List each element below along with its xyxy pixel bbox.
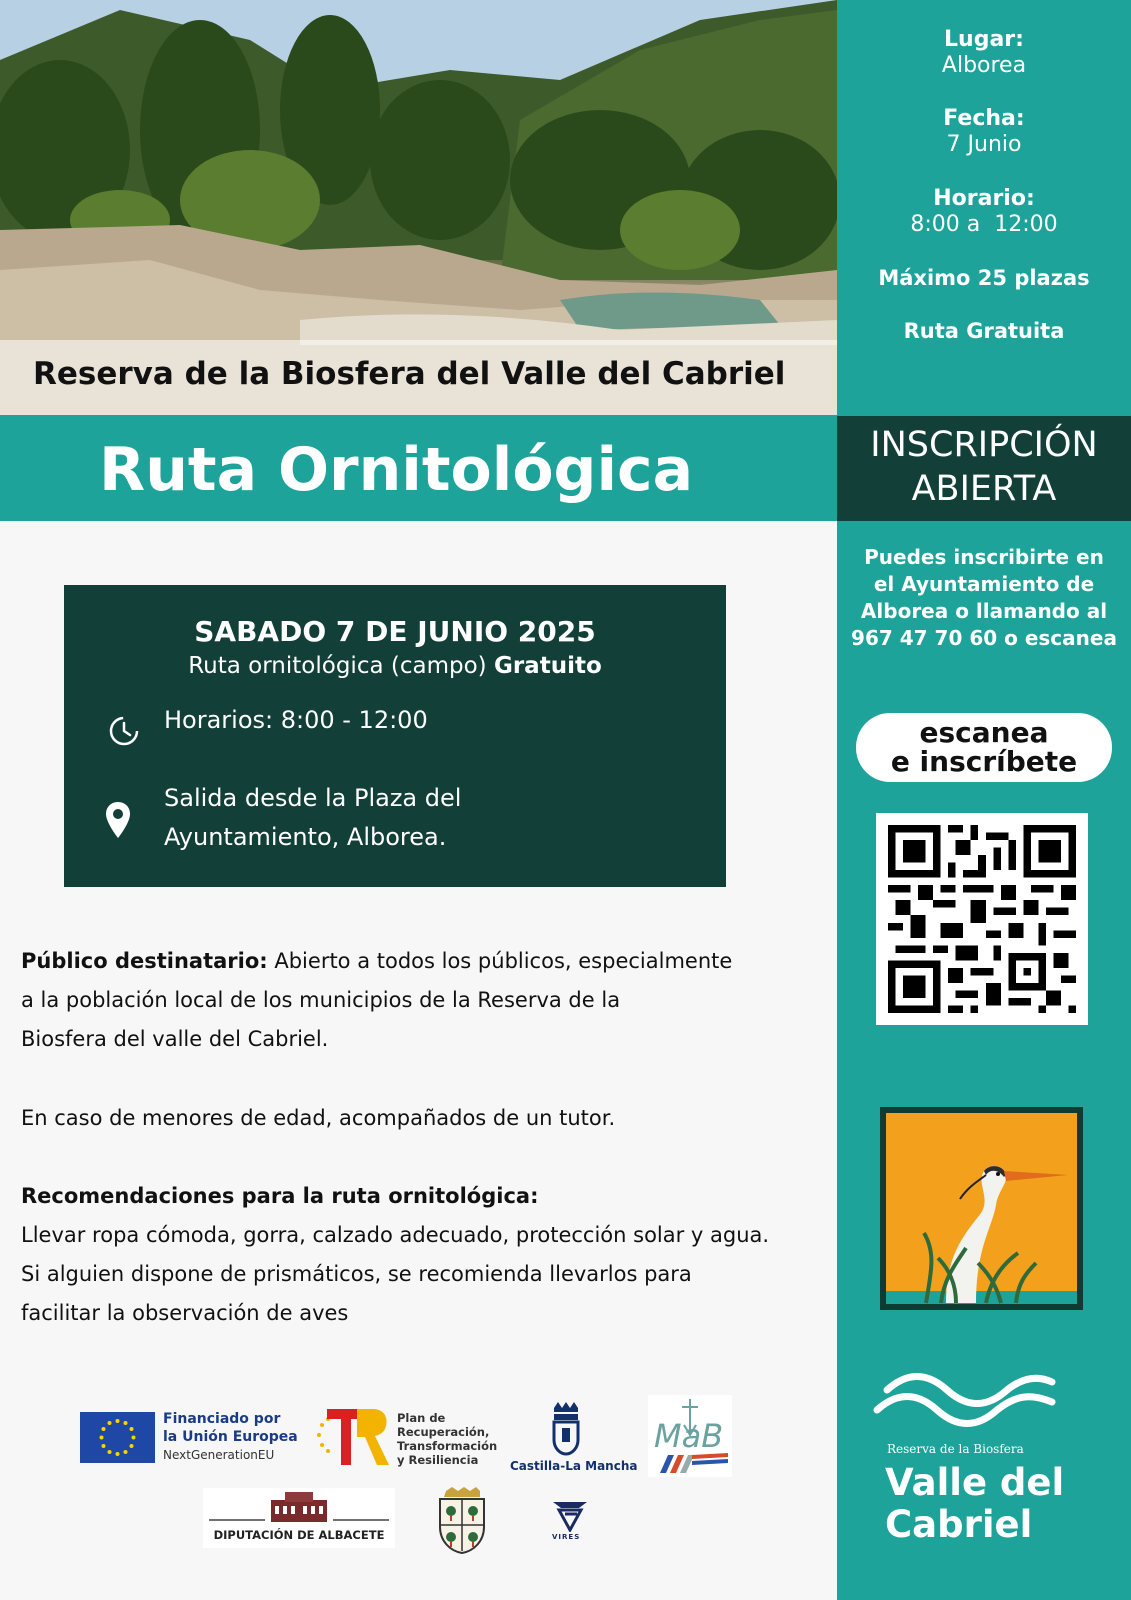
eu-funding-text: [163, 1410, 298, 1464]
scan-line2: e inscríbete: [890, 745, 1078, 778]
event-box: [64, 585, 726, 887]
instructions-line: el Ayuntamiento de: [873, 572, 1095, 596]
prtr-line4: y Resiliencia: [397, 1453, 479, 1467]
qr-code-icon: [888, 825, 1076, 1013]
publico-text-line3: Biosfera del valle del Cabriel.: [21, 1027, 329, 1051]
publico-text: Abierto a todos los públicos, especialmente: [267, 949, 733, 973]
instructions-line: Alborea o llamando al: [860, 599, 1108, 623]
publico-label: Público destinatario:: [21, 949, 268, 973]
logo-line1: Valle del: [885, 1461, 1065, 1504]
title-band: [0, 415, 837, 521]
heron-logo: [880, 1107, 1083, 1310]
lugar-value: Alborea: [941, 53, 1027, 78]
publico-section: [21, 942, 841, 1059]
vires-text: VIRES: [552, 1533, 581, 1541]
prtr-text: [397, 1411, 497, 1467]
eu-flag-logo: [80, 1412, 155, 1463]
clock-icon: [107, 713, 141, 747]
event-date: SABADO 7 DE JUNIO 2025: [194, 615, 596, 648]
svg-text:MaB: MaB: [654, 1417, 724, 1455]
eu-line2: la Unión Europea: [163, 1429, 298, 1445]
fecha-value: 7 Junio: [946, 132, 1022, 157]
fecha-label: Fecha:: [943, 106, 1025, 131]
inscripcion-instructions: [837, 544, 1131, 652]
scan-line1: escanea: [919, 716, 1049, 749]
inscripcion-line1: INSCRIPCIÓN: [870, 425, 1098, 465]
recomendaciones-line3: facilitar la observación de aves: [21, 1301, 349, 1325]
sidebar: [837, 0, 1131, 1600]
plazas-text: Máximo 25 plazas: [878, 266, 1090, 290]
recomendaciones-section: [21, 1177, 841, 1333]
prtr-logo: [313, 1405, 393, 1467]
info-fecha: [837, 106, 1131, 158]
prtr-line3: Transformación: [397, 1439, 498, 1453]
mab-icon: [648, 1395, 732, 1477]
instructions-line: 967 47 70 60 o escanea: [851, 626, 1117, 650]
prtr-line1: Plan de: [397, 1411, 446, 1425]
location-pin-icon: [104, 800, 132, 840]
event-subtitle: [64, 653, 726, 679]
heron-icon: [886, 1113, 1077, 1304]
inscripcion-line2: ABIERTA: [911, 469, 1057, 509]
recomendaciones-label: Recomendaciones para la ruta ornitológica:: [21, 1184, 539, 1208]
logo-line2: Cabriel: [885, 1503, 1033, 1546]
event-subtitle-text: Ruta ornitológica (campo): [188, 653, 487, 679]
valle-cabriel-logo: [837, 1370, 1131, 1550]
event-free-label: Gratuito: [493, 653, 602, 679]
instructions-line: Puedes inscribirte en: [864, 545, 1104, 569]
eu-line1: Financiado por: [163, 1411, 281, 1427]
recomendaciones-line2: Si alguien dispone de prismáticos, se recomienda llevarlos para: [21, 1262, 692, 1286]
info-lugar: [837, 27, 1131, 79]
waves-icon: [837, 1370, 1131, 1440]
diputacion-building-icon: [203, 1488, 395, 1526]
logo-name: [885, 1462, 1064, 1546]
eu-line3: NextGenerationEU: [163, 1448, 275, 1462]
hero-title-overlay: [0, 340, 837, 415]
alborea-coat-of-arms-icon: [436, 1487, 488, 1557]
vires-logo-icon: [551, 1498, 589, 1532]
diputacion-logo: [203, 1488, 395, 1548]
lugar-label: Lugar:: [944, 27, 1024, 52]
qr-code[interactable]: [876, 813, 1088, 1025]
event-location: [164, 779, 461, 857]
gratuita-text: Ruta Gratuita: [903, 319, 1065, 343]
event-hours: Horarios: 8:00 - 12:00: [164, 706, 428, 734]
prtr-line2: Recuperación,: [397, 1425, 490, 1439]
info-horario: [837, 186, 1131, 238]
castilla-la-mancha-text: Castilla-La Mancha: [510, 1459, 638, 1473]
menores-text: En caso de menores de edad, acompañados de un tutor.: [21, 1106, 616, 1130]
recomendaciones-line1: Llevar ropa cómoda, gorra, calzado adecuado, protección solar y agua.: [21, 1223, 770, 1247]
scan-badge: [856, 713, 1112, 782]
horario-value: 8:00 a 12:00: [910, 212, 1058, 237]
mab-logo: [648, 1395, 732, 1477]
inscripcion-banner: [837, 416, 1131, 521]
castilla-la-mancha-crest-icon: [548, 1400, 584, 1456]
event-location-line1: Salida desde la Plaza del: [164, 784, 462, 812]
hero-photo: [0, 0, 837, 415]
eu-stars-icon: [80, 1412, 155, 1463]
logo-small-text: Reserva de la Biosfera: [887, 1442, 1024, 1456]
page-title: Ruta Ornitológica: [99, 435, 694, 505]
event-location-line2: Ayuntamiento, Alborea.: [164, 823, 447, 851]
publico-text-line2: a la población local de los municipios de la Reserva de la: [21, 988, 621, 1012]
hero-title: Reserva de la Biosfera del Valle del Cabriel: [33, 356, 786, 392]
diputacion-text: DIPUTACIÓN DE ALBACETE: [213, 1528, 385, 1542]
horario-label: Horario:: [933, 186, 1035, 211]
